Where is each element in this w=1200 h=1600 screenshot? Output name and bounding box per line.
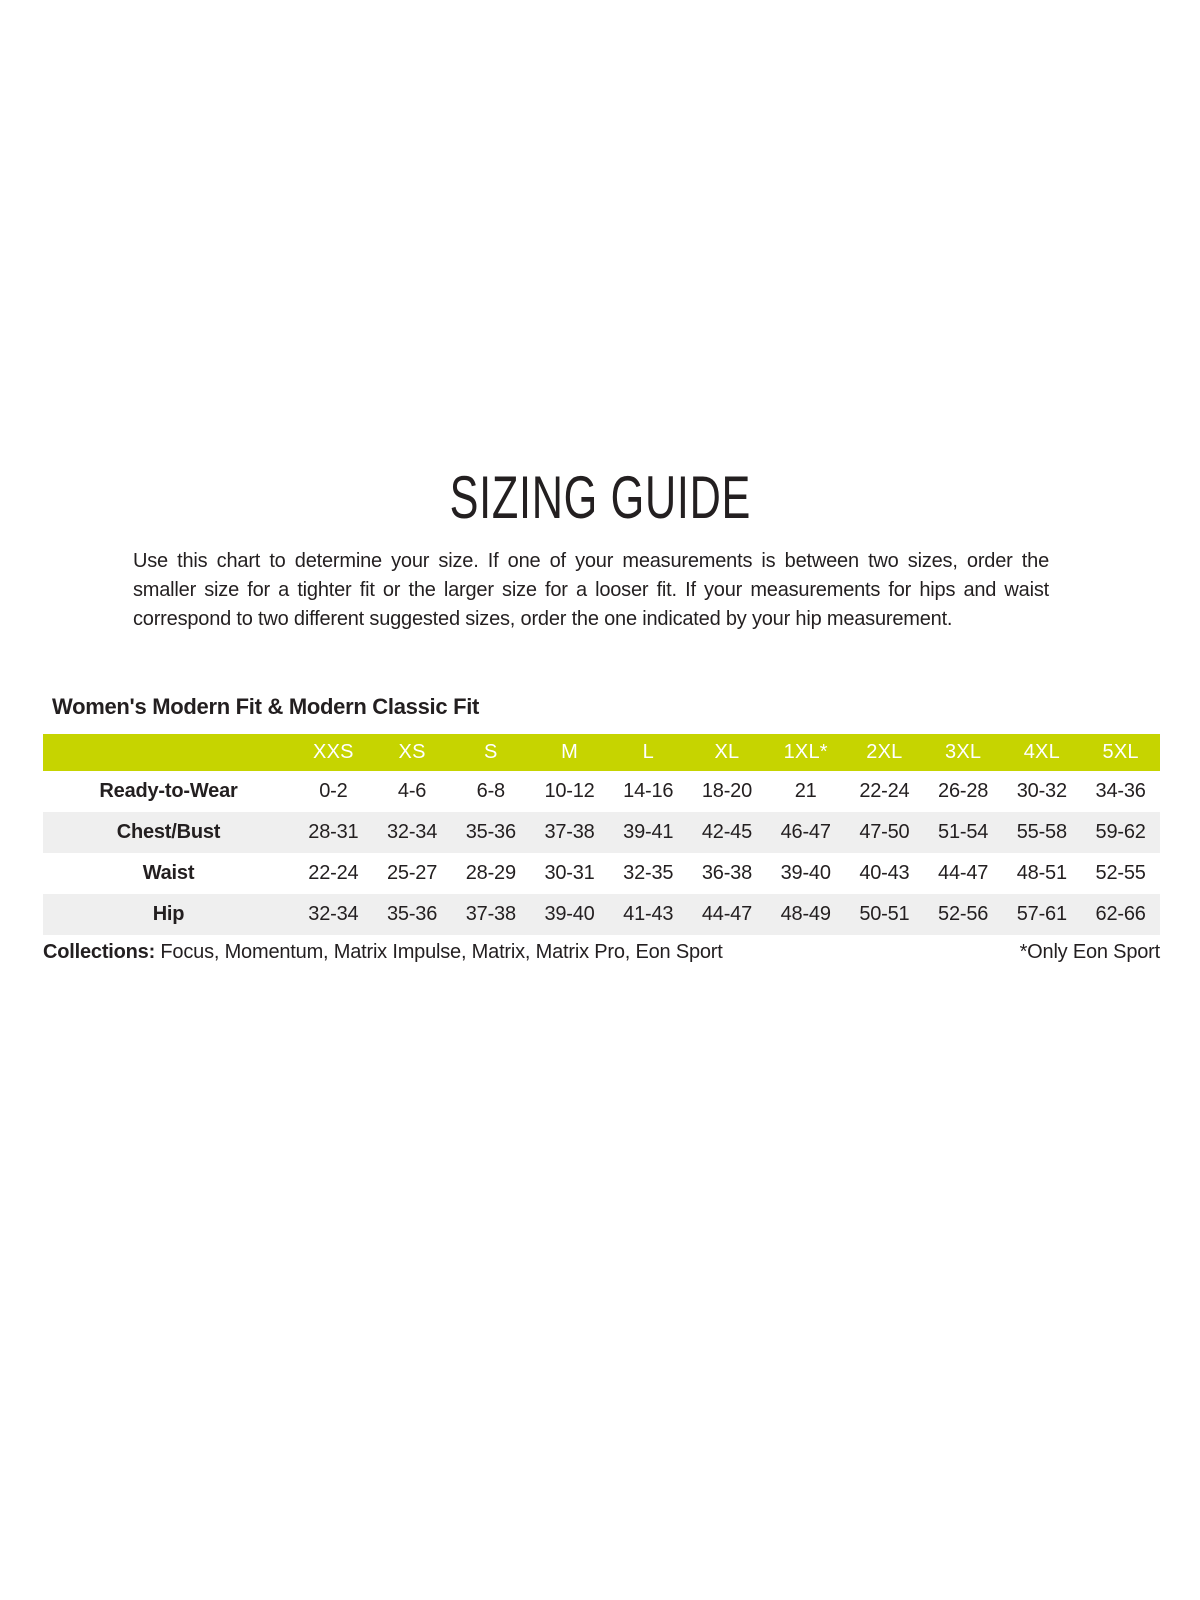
- size-value-cell: 35-36: [387, 903, 438, 925]
- size-value-cell: 34-36: [1095, 780, 1146, 802]
- size-value-cell: 30-31: [544, 862, 595, 884]
- size-col-header: XS: [373, 734, 452, 771]
- size-value-cell: 46-47: [780, 821, 831, 843]
- size-col-header: 4XL: [1002, 734, 1081, 771]
- size-value-cell: 10-12: [544, 780, 595, 802]
- table-row-ready-to-wear: [43, 771, 1160, 812]
- size-table: [43, 734, 1160, 935]
- size-col-header: L: [609, 734, 688, 771]
- section-title: Women's Modern Fit & Modern Classic Fit: [52, 694, 480, 719]
- size-value-cell: 37-38: [465, 903, 516, 925]
- size-value-cell: 42-45: [701, 821, 753, 843]
- size-col-header: 3XL: [924, 734, 1003, 771]
- intro-paragraph: Use this chart to determine your size. If one of your measurements is between two sizes, order the smaller size for a tighter fit or the larger size for a looser fit. If your measurements for hips and waist correspond to two different suggested sizes, order the one indicated by your hip measurement.: [133, 550, 1049, 630]
- table-row-chest-bust: [43, 812, 1160, 853]
- size-value-cell: 22-24: [859, 780, 910, 802]
- footnote: *Only Eon Sport: [1019, 941, 1160, 963]
- row-label: Waist: [142, 862, 195, 884]
- size-value-cell: 57-61: [1016, 903, 1067, 925]
- size-col-header: XXS: [294, 734, 373, 771]
- size-value-cell: 55-58: [1016, 821, 1067, 843]
- size-value-cell: 39-40: [780, 862, 831, 884]
- size-value-cell: 48-51: [1016, 862, 1067, 884]
- size-value-cell: 4-6: [397, 780, 427, 802]
- table-row-hip: [43, 894, 1160, 935]
- page-title-wrap: [0, 464, 1200, 531]
- collections-line: [43, 941, 723, 964]
- collections-list: Focus, Momentum, Matrix Impulse, Matrix, Matrix Pro, Eon Sport: [155, 941, 723, 963]
- size-col-header: XL: [688, 734, 767, 771]
- size-col-header: M: [530, 734, 609, 771]
- size-value-cell: 59-62: [1095, 821, 1146, 843]
- size-value-cell: 26-28: [938, 780, 989, 802]
- size-value-cell: 52-55: [1095, 862, 1146, 884]
- size-value-cell: 25-27: [387, 862, 438, 884]
- size-value-cell: 28-31: [308, 821, 359, 843]
- size-col-header: 5XL: [1081, 734, 1160, 771]
- size-value-cell: 62-66: [1095, 903, 1146, 925]
- size-value-cell: 35-36: [465, 821, 516, 843]
- row-label: Chest/Bust: [116, 821, 221, 843]
- size-value-cell: 37-38: [544, 821, 595, 843]
- size-value-cell: 32-35: [623, 862, 674, 884]
- size-value-cell: 6-8: [476, 780, 505, 802]
- size-value-cell: 44-47: [938, 862, 989, 884]
- row-label: Hip: [152, 903, 185, 925]
- size-value-cell: 51-54: [938, 821, 989, 843]
- page-title: SIZING GUIDE: [449, 464, 751, 531]
- size-value-cell: 39-40: [544, 903, 595, 925]
- collections-label: Collections:: [43, 941, 156, 963]
- size-value-cell: 32-34: [308, 903, 359, 925]
- table-footer: [43, 941, 1160, 964]
- size-value-cell: 40-43: [859, 862, 910, 884]
- size-value-cell: 21: [794, 780, 817, 802]
- size-value-cell: 18-20: [701, 780, 753, 802]
- size-value-cell: 50-51: [859, 903, 910, 925]
- size-value-cell: 52-56: [938, 903, 989, 925]
- header-empty-cell: [43, 734, 294, 771]
- size-value-cell: 44-47: [701, 903, 753, 925]
- size-value-cell: 0-2: [319, 780, 348, 802]
- size-value-cell: 32-34: [387, 821, 438, 843]
- size-value-cell: 48-49: [780, 903, 831, 925]
- size-value-cell: 47-50: [859, 821, 910, 843]
- size-value-cell: 30-32: [1016, 780, 1067, 802]
- size-col-header: 1XL*: [766, 734, 845, 771]
- size-table-header-row: [43, 734, 1160, 771]
- table-row-waist: [43, 853, 1160, 894]
- size-col-header: 2XL: [845, 734, 924, 771]
- size-value-cell: 39-41: [623, 821, 674, 843]
- size-value-cell: 22-24: [308, 862, 359, 884]
- size-col-header: S: [451, 734, 530, 771]
- size-value-cell: 36-38: [701, 862, 753, 884]
- row-label: Ready-to-Wear: [99, 780, 238, 802]
- size-value-cell: 28-29: [465, 862, 516, 884]
- size-value-cell: 14-16: [623, 780, 674, 802]
- size-value-cell: 41-43: [623, 903, 674, 925]
